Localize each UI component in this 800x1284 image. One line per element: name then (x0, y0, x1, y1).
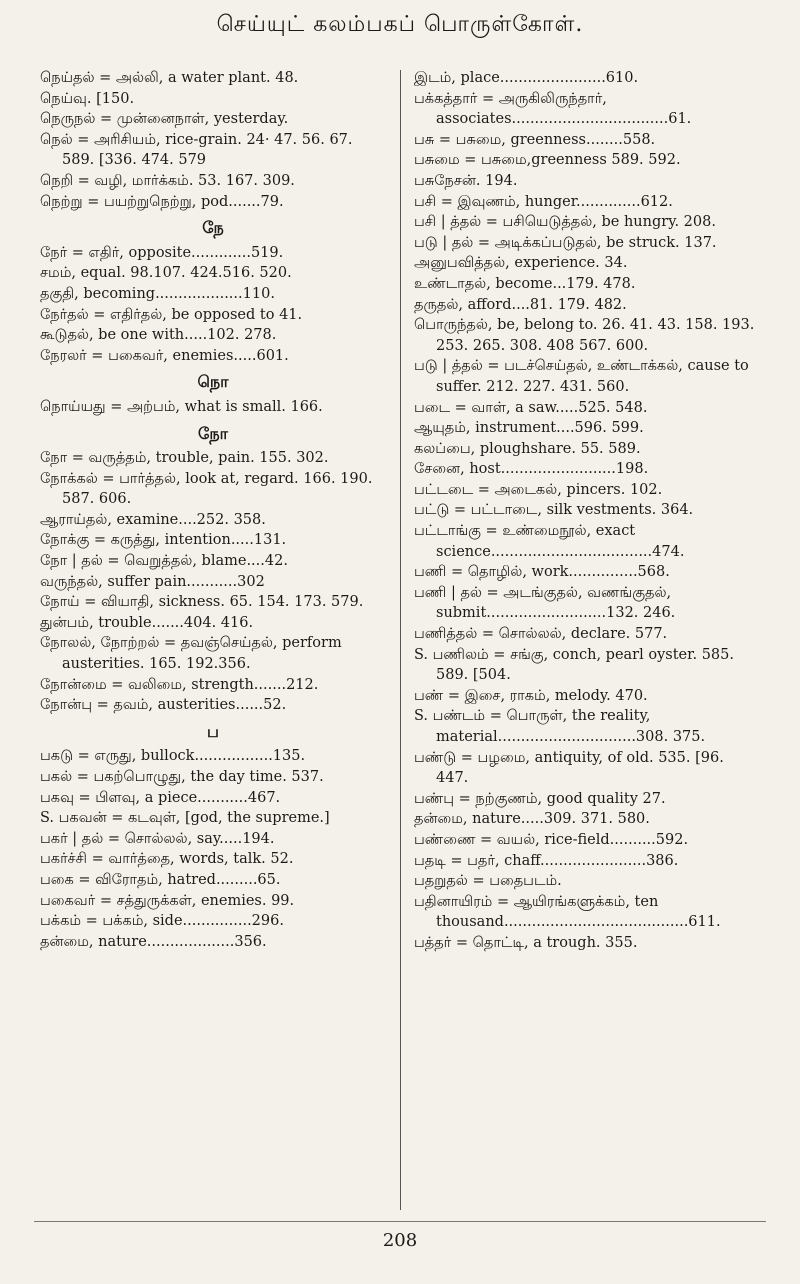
dictionary-entry: பசி = இவுணம், hunger..............612. (414, 193, 673, 210)
dictionary-entry: பக்கத்தார் = அருகிலிருந்தார், associates..................................61. (414, 90, 692, 128)
dictionary-entry: நெய்வு. [150. (40, 90, 135, 107)
footer-rule (34, 1221, 766, 1222)
dictionary-entry: பணி = தொழில், work...............568. (414, 564, 670, 581)
dictionary-entry: இடம், place.......................610. (414, 70, 639, 86)
dictionary-entry: நேரலர் = பகைவர், enemies.....601. (40, 347, 289, 364)
dictionary-entry: பக்கம் = பக்கம், side...............296. (40, 913, 284, 930)
dictionary-entry: கலப்பை, ploughshare. 55. 589. (414, 440, 641, 457)
dictionary-entry: நெய்தல் = அல்லி, a water plant. 48. (40, 70, 299, 86)
dictionary-entry: பத்தர் = தொட்டி, a trough. 355. (414, 934, 638, 951)
dictionary-entry: நோய் = வியாதி, sickness. 65. 154. 173. 579. (40, 594, 364, 611)
dictionary-entry: S. பகவன் = கடவுள், [god, the supreme.] (40, 810, 330, 827)
dictionary-entry: நோன்பு = தவம், austerities......52. (40, 697, 287, 714)
page-number: 208 (382, 1230, 418, 1251)
dictionary-entry: அனுபவித்தல், experience. 34. (414, 255, 628, 272)
dictionary-entry: பண்டு = பழமை, antiquity, of old. 535. [96. 447. (414, 749, 724, 787)
dictionary-entry: பசு = பசுமை, greenness........558. (414, 131, 656, 148)
section-letter-heading: நோ (198, 423, 228, 443)
dictionary-entry: துன்பம், trouble.......404. 416. (40, 614, 254, 631)
dictionary-entry: பகல் = பகற்பொழுது, the day time. 537. (40, 769, 324, 785)
dictionary-entry: S. பணிலம் = சங்கு, conch, pearl oyster. 585. 589. [504. (414, 646, 734, 684)
dictionary-entry: நெருநல் = முன்னைநாள், yesterday. (40, 111, 289, 128)
dictionary-entry: தன்மை, nature...................356. (40, 933, 267, 950)
column-divider (400, 70, 401, 1210)
dictionary-entry: நோலல், நோற்றல் = தவஞ்செய்தல், perform austerities. 165. 192.356. (40, 635, 342, 673)
dictionary-entry: கூடுதல், be one with.....102. 278. (40, 327, 277, 344)
dictionary-entry: பட்டடை = அடைகல், pincers. 102. (414, 481, 663, 498)
dictionary-entry: பகர்ச்சி = வார்த்தை, words, talk. 52. (40, 851, 294, 868)
dictionary-entry: நெல் = அரிசியம், rice-grain. 24· 47. 56. 67. 589. [336. 474. 579 (40, 131, 353, 169)
dictionary-entry: பதறுதல் = பதைபடம். (414, 873, 562, 890)
dictionary-entry: பண்ணை = வயல், rice-field..........592. (414, 831, 689, 848)
section-letter-heading: நே (202, 218, 224, 238)
dictionary-entry: வருந்தல், suffer pain...........302 (40, 573, 265, 590)
dictionary-entry: பண்பு = நற்குணம், good quality 27. (414, 790, 666, 807)
dictionary-entry: தகுதி, becoming...................110. (40, 285, 275, 302)
dictionary-entry: பதினாயிரம் = ஆயிரங்களுக்கம், ten thousand........................................611. (414, 893, 721, 931)
dictionary-entry: நெறி = வழி, மார்க்கம். 53. 167. 309. (40, 172, 295, 189)
dictionary-entry: பசுமை = பசுமை,greenness 589. 592. (414, 152, 681, 169)
dictionary-entry: பணித்தல் = சொல்லல், declare. 577. (414, 626, 668, 643)
dictionary-entry: நோக்கு = கருத்து, intention.....131. (40, 532, 287, 549)
dictionary-entry: படு | த்தல் = படச்செய்தல், உண்டாக்கல், cause to suffer. 212. 227. 431. 560. (414, 358, 749, 395)
dictionary-entry: பசி | த்தல் = பசியெடுத்தல், be hungry. 208. (414, 214, 716, 231)
dictionary-entry: சமம், equal. 98.107. 424.516. 520. (40, 265, 292, 282)
dictionary-entry: படை = வாள், a saw.....525. 548. (414, 399, 648, 416)
dictionary-entry: ஆராய்தல், examine....252. 358. (40, 511, 266, 528)
dictionary-entry: பதடி = பதர், chaff.......................386. (414, 852, 679, 869)
dictionary-entry: நொய்யது = அற்பம், what is small. 166. (40, 398, 323, 415)
dictionary-entry: நோக்கல் = பார்த்தல், look at, regard. 166. 190. 587. 606. (40, 470, 373, 508)
dictionary-entry: பணி | தல் = அடங்குதல், வணங்குதல், submit..........................132. 246. (414, 584, 676, 622)
dictionary-entry: நேர்தல் = எதிர்தல், be opposed to 41. (40, 306, 303, 323)
dictionary-entry: பகவு = பிளவு, a piece...........467. (40, 789, 281, 806)
dictionary-entry: பட்டு = பட்டாடை, silk vestments. 364. (414, 502, 694, 519)
dictionary-entry: நோன்மை = வலிமை, strength.......212. (40, 676, 319, 693)
dictionary-entry: நெற்று = பயற்றுநெற்று, pod.......79. (40, 193, 284, 210)
dictionary-entry: தருதல், afford....81. 179. 482. (414, 296, 627, 313)
dictionary-entry: உண்டாதல், become...179. 478. (414, 275, 636, 292)
dictionary-entry: பகடு = எருது, bullock.................135. (40, 748, 306, 765)
dictionary-entry: சேனை, host.........................198. (414, 461, 649, 478)
section-letter-heading: ப (207, 721, 219, 741)
dictionary-entry: பகை = விரோதம், hatred.........65. (40, 871, 281, 888)
dictionary-entry: S. பண்டம் = பொருள், the reality, material..............................308. 375. (414, 708, 706, 745)
dictionary-entry: படு | தல் = அடிக்கப்படுதல், be struck. 137. (414, 234, 717, 251)
right-column (414, 68, 760, 954)
section-letter-heading: நொ (197, 372, 229, 392)
dictionary-entry: பொருந்தல், be, belong to. 26. 41. 43. 158. 193. 253. 265. 308. 408 567. 600. (414, 317, 755, 354)
dictionary-entry: நோ | தல் = வெறுத்தல், blame....42. (40, 553, 288, 570)
dictionary-entry: பண் = இசை, ராகம், melody. 470. (414, 687, 648, 704)
dictionary-entry: பசுநேசன். 194. (414, 172, 518, 189)
dictionary-entry: ஆயுதம், instrument....596. 599. (414, 420, 644, 437)
dictionary-entry: பகர் | தல் = சொல்லல், say.....194. (40, 830, 275, 847)
dictionary-entry: நேர் = எதிர், opposite.............519. (40, 244, 284, 261)
dictionary-entry: பகைவர் = சத்துருக்கள், enemies. 99. (40, 892, 295, 909)
running-header: செய்யுட் கலம்பகப் பொருள்கோள். (216, 12, 584, 37)
dictionary-entry: நோ = வருத்தம், trouble, pain. 155. 302. (40, 450, 329, 467)
dictionary-entry: தன்மை, nature.....309. 371. 580. (414, 811, 650, 828)
dictionary-entry: பட்டாங்கு = உண்மைநூல், exact science...................................474. (414, 523, 685, 560)
left-column (40, 68, 386, 952)
